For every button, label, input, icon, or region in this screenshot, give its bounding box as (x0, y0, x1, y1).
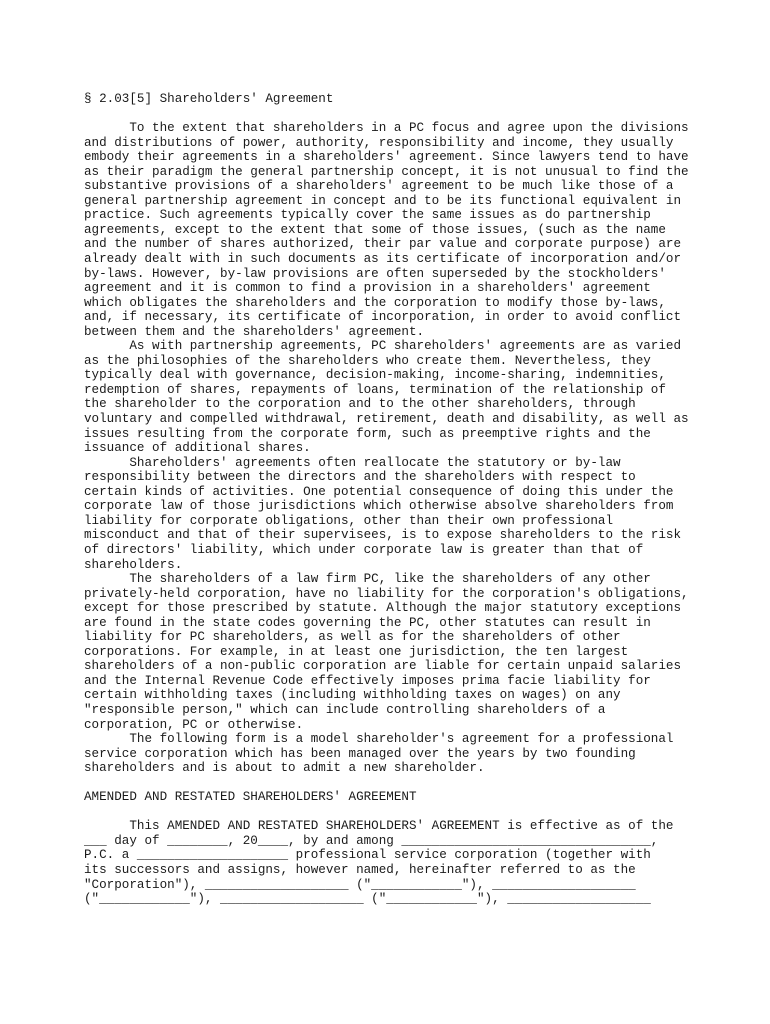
paragraph-line: misconduct and that of their supervisees, is to expose shareholders to the risk (84, 528, 682, 543)
body-text (84, 136, 704, 776)
paragraph-line: embody their agreements in a shareholders' agreement. Since lawyers tend to have (84, 150, 689, 165)
paragraph-line: shareholders of a non-public corporation are liable for certain unpaid salaries (84, 659, 682, 674)
paragraph-line: which obligates the shareholders and the corporation to modify those by-laws, (84, 295, 666, 310)
paragraph-line: Shareholders' agreements often reallocate the statutory or by-law (84, 455, 621, 470)
agreement-title: AMENDED AND RESTATED SHAREHOLDERS' AGREEMENT (84, 790, 417, 805)
paragraph-line: agreement and it is common to find a provision in a shareholders' agreement (84, 281, 651, 296)
spacer (84, 776, 704, 791)
paragraph-line: the shareholder to the corporation and to the other shareholders, through (84, 397, 636, 412)
paragraph-line: typically deal with governance, decision-making, income-sharing, indemnities, (84, 368, 666, 383)
paragraph-line: voluntary and compelled withdrawal, retirement, death and disability, as well as (84, 412, 689, 427)
paragraph-line: redemption of shares, repayments of loans, termination of the relationship of (84, 382, 666, 397)
paragraph-line: corporation, PC or otherwise. (84, 717, 304, 732)
paragraph-line: privately-held corporation, have no liability for the corporation's obligations, (84, 586, 689, 601)
paragraph-line: shareholders. (84, 557, 183, 572)
paragraph-line: corporate law of those jurisdictions which otherwise absolve shareholders from (84, 499, 674, 514)
paragraph-line: of directors' liability, which under corporate law is greater than that of (84, 542, 644, 557)
paragraph-line: and the number of shares authorized, their par value and corporate purpose) are (84, 237, 682, 252)
paragraph-line: already dealt with in such documents as its certificate of incorporation and/or (84, 252, 682, 267)
paragraph-line: corporations. For example, in at least one jurisdiction, the ten largest (84, 644, 629, 659)
paragraph-line: and, if necessary, its certificate of incorporation, in order to avoid conflict (84, 310, 682, 325)
paragraph-line: service corporation which has been managed over the years by two founding (84, 746, 636, 761)
agreement-preamble (84, 819, 704, 906)
paragraph-line: practice. Such agreements typically cover the same issues as do partnership (84, 208, 651, 223)
paragraph-line: substantive provisions of a shareholders' agreement to be much like those of a (84, 179, 674, 194)
agreement-line: "Corporation"), ___________________ ("____________"), ___________________ (84, 877, 636, 892)
paragraph-line: general partnership agreement in concept and to be its functional equivalent in (84, 193, 682, 208)
spacer (84, 805, 704, 820)
paragraph-line: responsibility between the directors and the shareholders with respect to (84, 470, 636, 485)
paragraph-line: "responsible person," which can include controlling shareholders of a (84, 702, 606, 717)
paragraph-line: issuance of additional shares. (84, 441, 311, 456)
paragraph-line: certain withholding taxes (including withholding taxes on wages) on any (84, 688, 621, 703)
paragraph-line: The following form is a model shareholder's agreement for a professional (84, 732, 674, 747)
intro-paragraph-text: To the extent that shareholders in a PC focus and agree upon the divisions (84, 121, 689, 136)
agreement-line: its successors and assigns, however named, hereinafter referred to as the (84, 862, 636, 877)
paragraph-line: shareholders and is about to admit a new shareholder. (84, 761, 485, 776)
agreement-line: ("____________"), ___________________ ("____________"), ___________________ (84, 892, 651, 907)
document-page (84, 92, 704, 907)
paragraph-line: certain kinds of activities. One potential consequence of doing this under the (84, 484, 674, 499)
paragraph-line: between them and the shareholders' agreement. (84, 324, 425, 339)
agreement-line: This AMENDED AND RESTATED SHAREHOLDERS' AGREEMENT is effective as of the (84, 819, 674, 834)
section-heading: § 2.03[5] Shareholders' Agreement (84, 92, 334, 106)
paragraph-line: as their paradigm the general partnership concept, it is not unusual to find the (84, 164, 689, 179)
agreement-line: ___ day of ________, 20____, by and among _________________________________, (84, 833, 659, 848)
paragraph-line: are found in the state codes governing the PC, other statutes can result in (84, 615, 651, 630)
paragraph-line: and the Internal Revenue Code effectively imposes prima facie liability for (84, 673, 651, 688)
paragraph-line: as the philosophies of the shareholders who create them. Nevertheless, they (84, 353, 651, 368)
paragraph-line: issues resulting from the corporate form, such as preemptive rights and the (84, 426, 651, 441)
paragraph-line: by-laws. However, by-law provisions are often superseded by the stockholders' (84, 266, 666, 281)
agreement-line: P.C. a ____________________ professional service corporation (together with (84, 848, 651, 863)
paragraph-line: As with partnership agreements, PC shareholders' agreements are as varied (84, 339, 682, 354)
paragraph-line: The shareholders of a law firm PC, like the shareholders of any other (84, 572, 651, 587)
paragraph-line: liability for PC shareholders, as well as for the shareholders of other (84, 630, 621, 645)
spacer (84, 107, 704, 122)
paragraph-line: liability for corporate obligations, other than their own professional (84, 513, 614, 528)
paragraph-line: agreements, except to the extent that some of those issues, (such as the name (84, 222, 666, 237)
paragraph-line: except for those prescribed by statute. Although the major statutory exceptions (84, 601, 682, 616)
paragraph-line: and distributions of power, authority, responsibility and income, they usually (84, 135, 674, 150)
